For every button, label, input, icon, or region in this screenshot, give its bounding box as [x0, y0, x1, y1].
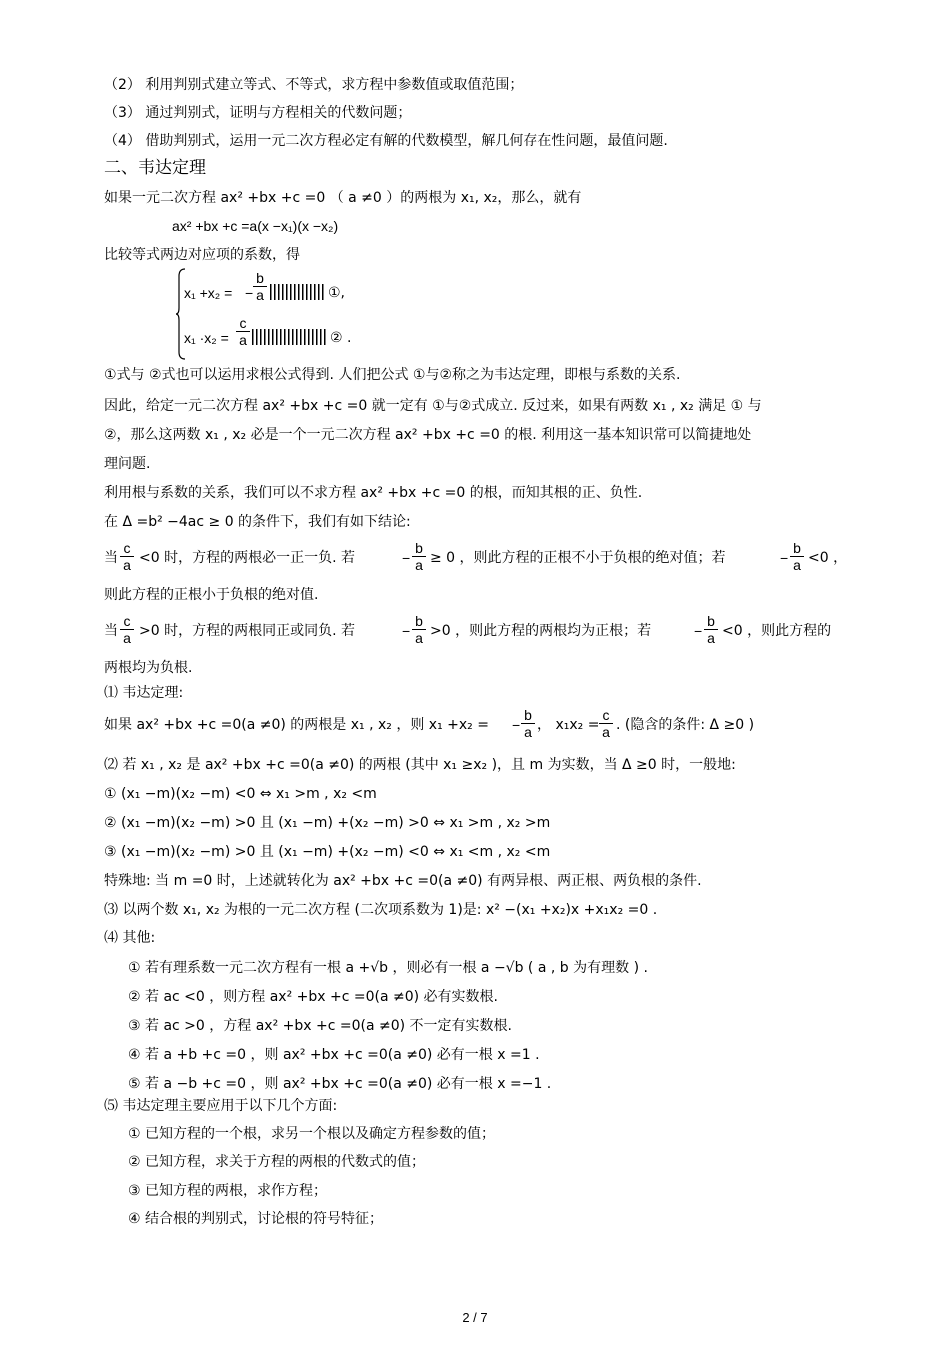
leader-dots	[270, 284, 324, 300]
numerator: c	[239, 315, 247, 331]
minus-sign: −	[245, 285, 254, 301]
text-line: 当	[104, 623, 118, 639]
text-line: 在 Δ =b² −4ac ≥ 0 的条件下，我们有如下结论:	[104, 514, 411, 530]
fraction	[599, 707, 613, 740]
text-line: >0 ，则此方程的两根均为正根；若	[430, 623, 652, 639]
fraction	[412, 613, 426, 646]
fraction	[120, 613, 134, 646]
denominator: a	[412, 629, 426, 646]
leader-dots	[252, 329, 326, 345]
text-line: ⑤ 若 a −b +c =0 ，则 ax² +bx +c =0(a ≠0) 必有一根 x =−1 .	[128, 1076, 552, 1092]
text-line: ② 若 ac <0 ，则方程 ax² +bx +c =0(a ≠0) 必有实数根.	[128, 989, 499, 1005]
numerator: b	[707, 613, 715, 629]
numerator: b	[793, 540, 801, 556]
text-line: ⑷ 其他:	[104, 930, 156, 946]
text-line: ≥ 0 ，则此方程的正根不小于负根的绝对值；若	[430, 550, 726, 566]
text-line: . (隐含的条件: Δ ≥0 )	[616, 717, 755, 733]
circle-label: ② .	[330, 330, 352, 346]
page-number: 2 / 7	[462, 1310, 488, 1325]
fraction	[521, 707, 535, 740]
text-line: ⑴ 韦达定理:	[104, 685, 184, 701]
fraction	[704, 613, 718, 646]
numerator: b	[256, 270, 264, 286]
text-line: （2） 利用判别式建立等式、不等式，求方程中参数值或取值范围；	[104, 77, 524, 93]
denominator: a	[704, 629, 718, 646]
denominator: a	[521, 723, 535, 740]
numerator: c	[123, 613, 131, 629]
text-line: ② (x₁ −m)(x₂ −m) >0 且 (x₁ −m) +(x₂ −m) >0 ⇔ x₁ >m , x₂ >m	[104, 815, 551, 831]
text-line: 如果 ax² +bx +c =0(a ≠0) 的两根是 x₁ , x₂ ，则 x₁ +x₂ =	[104, 717, 489, 733]
fraction	[412, 540, 426, 573]
denominator: a	[599, 723, 613, 740]
text-line: 如果一元二次方程 ax² +bx +c =0 （ a ≠0 ）的两根为 x₁, x₂，那么，就有	[104, 190, 582, 206]
text-line: >0 时，方程的两根同正或同负. 若	[139, 623, 355, 639]
text-line: 比较等式两边对应项的系数，得	[104, 247, 300, 263]
numerator: c	[123, 540, 131, 556]
text-line: ③ 若 ac >0 ，方程 ax² +bx +c =0(a ≠0) 不一定有实数根.	[128, 1018, 513, 1034]
denominator: a	[120, 556, 134, 573]
text-line: ①式与 ②式也可以运用求根公式得到. 人们把公式 ①与②称之为韦达定理，即根与系数的关系.	[104, 367, 681, 383]
text-line: ， x₁x₂ =	[537, 717, 600, 733]
text-line: ③ (x₁ −m)(x₂ −m) >0 且 (x₁ −m) +(x₂ −m) <0 ⇔ x₁ <m , x₂ <m	[104, 844, 551, 860]
text-line: （4） 借助判别式，运用一元二次方程必定有解的代数模型，解几何存在性问题，最值问题.	[104, 133, 668, 149]
numerator: c	[602, 707, 610, 723]
text-line: 两根均为负根.	[104, 660, 193, 676]
minus-sign: −	[512, 717, 521, 733]
minus-sign: −	[694, 623, 703, 639]
text-line: ②，那么这两数 x₁ , x₂ 必是一个一元二次方程 ax² +bx +c =0 的根. 利用这一基本知识常可以简捷地处	[104, 427, 752, 443]
text-line: ① 若有理系数一元二次方程有一根 a +√b ，则必有一根 a −√b ( a , b 为有理数 ) .	[128, 960, 648, 976]
section-heading: 二、韦达定理	[104, 158, 206, 178]
text-line: ⑶ 以两个数 x₁, x₂ 为根的一元二次方程 (二次项系数为 1)是: x² −(x₁ +x₂)x +x₁x₂ =0 .	[104, 902, 658, 918]
fraction	[120, 540, 134, 573]
fraction	[236, 315, 250, 348]
denominator: a	[120, 629, 134, 646]
formula: ax² +bx +c =a(x −x₁)(x −x₂)	[172, 218, 339, 234]
fraction	[790, 540, 804, 573]
denominator: a	[790, 556, 804, 573]
text-line: <0 时，方程的两根必一正一负. 若	[139, 550, 355, 566]
numerator: b	[524, 707, 532, 723]
denominator: a	[412, 556, 426, 573]
text-line: 利用根与系数的关系，我们可以不求方程 ax² +bx +c =0 的根，而知其根的正、负性.	[104, 485, 643, 501]
text-line: 则此方程的正根小于负根的绝对值.	[104, 587, 319, 603]
text-line: （3） 通过判别式，证明与方程相关的代数问题；	[104, 105, 412, 121]
text-line: <0 ，	[808, 550, 848, 566]
text-line: 当	[104, 550, 118, 566]
text-line: 理问题.	[104, 456, 151, 472]
circle-label: ①,	[328, 285, 346, 301]
equation-product: x₁ ·x₂ =	[184, 330, 229, 346]
text-line: <0 ，则此方程的	[722, 623, 832, 639]
minus-sign: −	[402, 623, 411, 639]
text-line: ④ 若 a +b +c =0 ，则 ax² +bx +c =0(a ≠0) 必有一根 x =1 .	[128, 1047, 540, 1063]
fraction	[253, 270, 267, 303]
text-line: ⑸ 韦达定理主要应用于以下几个方面:	[104, 1098, 338, 1114]
text-line: 因此，给定一元二次方程 ax² +bx +c =0 就一定有 ①与②式成立. 反过来，如果有两数 x₁ , x₂ 满足 ① 与	[104, 398, 762, 414]
left-brace-icon	[176, 268, 186, 360]
text-line: ③ 已知方程的两根，求作方程；	[128, 1183, 328, 1199]
denominator: a	[253, 286, 267, 303]
minus-sign: −	[780, 550, 789, 566]
text-line: ① (x₁ −m)(x₂ −m) <0 ⇔ x₁ >m , x₂ <m	[104, 786, 377, 802]
minus-sign: −	[402, 550, 411, 566]
text-line: ① 已知方程的一个根，求另一个根以及确定方程参数的值；	[128, 1126, 495, 1142]
text-line: ④ 结合根的判别式，讨论根的符号特征；	[128, 1211, 383, 1227]
denominator: a	[236, 331, 250, 348]
text-line: 特殊地: 当 m =0 时，上述就转化为 ax² +bx +c =0(a ≠0) 有两异根、两正根、两负根的条件.	[104, 873, 702, 889]
numerator: b	[415, 540, 423, 556]
equation-sum: x₁ +x₂ =	[184, 285, 233, 301]
text-line: ⑵ 若 x₁ , x₂ 是 ax² +bx +c =0(a ≠0) 的两根 (其中 x₁ ≥x₂ )，且 m 为实数，当 Δ ≥0 时，一般地:	[104, 757, 736, 773]
numerator: b	[415, 613, 423, 629]
text-line: ② 已知方程，求关于方程的两根的代数式的值；	[128, 1154, 425, 1170]
